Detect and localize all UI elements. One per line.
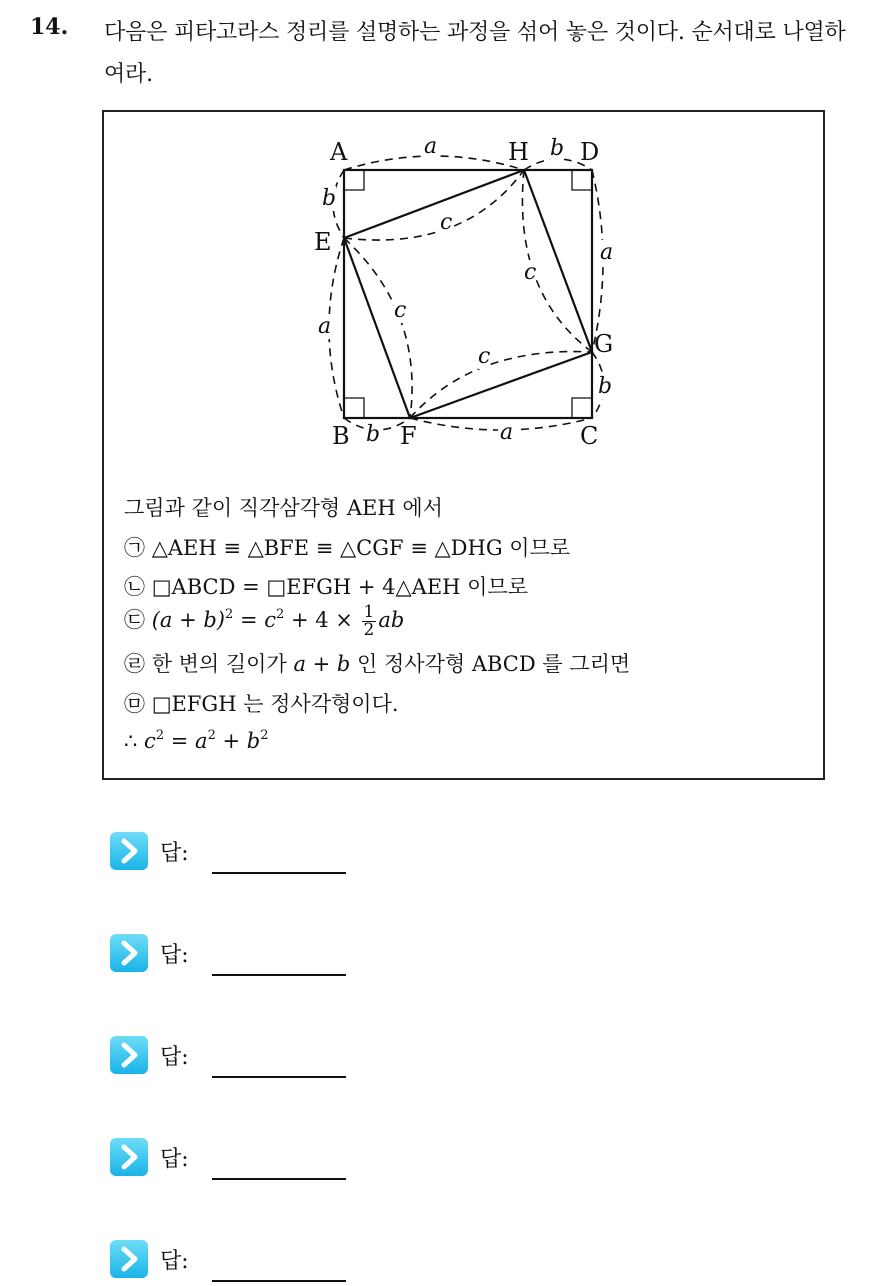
step-marker: ㉢ — [124, 608, 145, 632]
segment-label-c-ef: c — [394, 298, 407, 323]
formula-exponent: 2 — [275, 607, 285, 622]
chevron-right-icon — [110, 934, 148, 972]
answer-row-5 — [110, 1238, 410, 1282]
segment-label-c-fg: c — [478, 344, 491, 369]
answer-blank[interactable] — [212, 974, 346, 976]
answer-row-3 — [110, 1034, 410, 1078]
vertex-label-b: B — [332, 422, 350, 450]
segment-label-b-bottom: b — [366, 422, 381, 447]
answer-label: 답: — [160, 1147, 189, 1172]
conclusion-plus: + b — [215, 729, 261, 753]
vertex-label-c: C — [580, 422, 599, 450]
answer-label: 답: — [160, 1045, 189, 1070]
question-number: 14. — [30, 14, 69, 40]
step-marker: ㉡ — [124, 575, 145, 599]
formula-tail: ab — [378, 608, 405, 632]
formula-plus: + 4 × — [284, 608, 360, 632]
answer-blank[interactable] — [212, 872, 346, 874]
segment-label-c-hg: c — [524, 260, 537, 285]
segment-label-a-top: a — [424, 134, 438, 159]
proof-step-3 — [124, 604, 404, 639]
proof-conclusion — [124, 728, 269, 753]
vertex-label-g: G — [594, 330, 614, 358]
formula-lhs: (a + b) — [151, 608, 225, 632]
fraction-denominator: 2 — [363, 620, 375, 640]
answer-row-4 — [110, 1136, 410, 1180]
vertex-label-e: E — [314, 228, 332, 256]
answer-label: 답: — [160, 1249, 189, 1274]
formula-exponent: 2 — [224, 607, 234, 622]
step-text: 인 정사각형 ABCD 를 그리면 — [350, 652, 631, 676]
chevron-right-icon — [110, 1240, 148, 1278]
segment-label-b-right: b — [598, 374, 613, 399]
conclusion-c: c — [144, 729, 156, 753]
segment-label-b-top: b — [550, 136, 565, 161]
proof-step-4 — [124, 648, 630, 678]
segment-label-a-right: a — [600, 240, 614, 265]
chevron-right-icon — [110, 832, 148, 870]
step-text: △AEH ≡ △BFE ≡ △CGF ≡ △DHG 이므로 — [151, 536, 571, 560]
vertex-label-h: H — [508, 138, 529, 166]
proof-step-2 — [124, 571, 528, 601]
fraction-numerator: 1 — [363, 602, 375, 622]
conclusion-eq: = a — [164, 729, 208, 753]
answer-row-2 — [110, 932, 410, 976]
step-marker: ㉣ — [124, 652, 145, 676]
answer-blank[interactable] — [212, 1178, 346, 1180]
segment-label-b-left: b — [322, 186, 337, 211]
chevron-right-icon — [110, 1138, 148, 1176]
answer-row-1 — [110, 830, 410, 874]
vertex-label-d: D — [580, 138, 600, 166]
proof-intro: 그림과 같이 직각삼각형 AEH 에서 — [124, 496, 443, 520]
answer-label: 답: — [160, 943, 189, 968]
step-text: □EFGH 는 정사각형이다. — [151, 692, 399, 716]
vertex-label-a: A — [330, 138, 348, 166]
step-marker: ㉤ — [124, 692, 145, 716]
answer-blank[interactable] — [212, 1280, 346, 1282]
chevron-right-icon — [110, 1036, 148, 1074]
conclusion-exponent: 2 — [155, 728, 165, 743]
pythagoras-figure — [104, 112, 824, 472]
segment-label-a-bottom: a — [500, 420, 514, 445]
therefore-symbol: ∴ — [124, 729, 145, 753]
formula-mid: = c — [233, 608, 276, 632]
conclusion-exponent: 2 — [207, 728, 216, 743]
proof-step-5 — [124, 688, 399, 718]
proof-box — [102, 110, 825, 780]
answer-blank[interactable] — [212, 1076, 346, 1078]
step-marker: ㉠ — [124, 536, 145, 560]
step-text: □ABCD = □EFGH + 4△AEH 이므로 — [151, 575, 528, 599]
question-text: 다음은 피타고라스 정리를 설명하는 과정을 섞어 놓은 것이다. 순서대로 나열하여라. — [104, 20, 846, 87]
step-expression: a + b — [293, 652, 351, 676]
step-text: 한 변의 길이가 — [151, 652, 294, 676]
segment-label-c-eh: c — [440, 210, 453, 235]
segment-label-a-left: a — [318, 314, 332, 339]
proof-step-1 — [124, 532, 570, 562]
answer-label: 답: — [160, 841, 189, 866]
fraction — [362, 604, 377, 639]
conclusion-exponent: 2 — [260, 728, 269, 743]
vertex-label-f: F — [400, 422, 417, 450]
